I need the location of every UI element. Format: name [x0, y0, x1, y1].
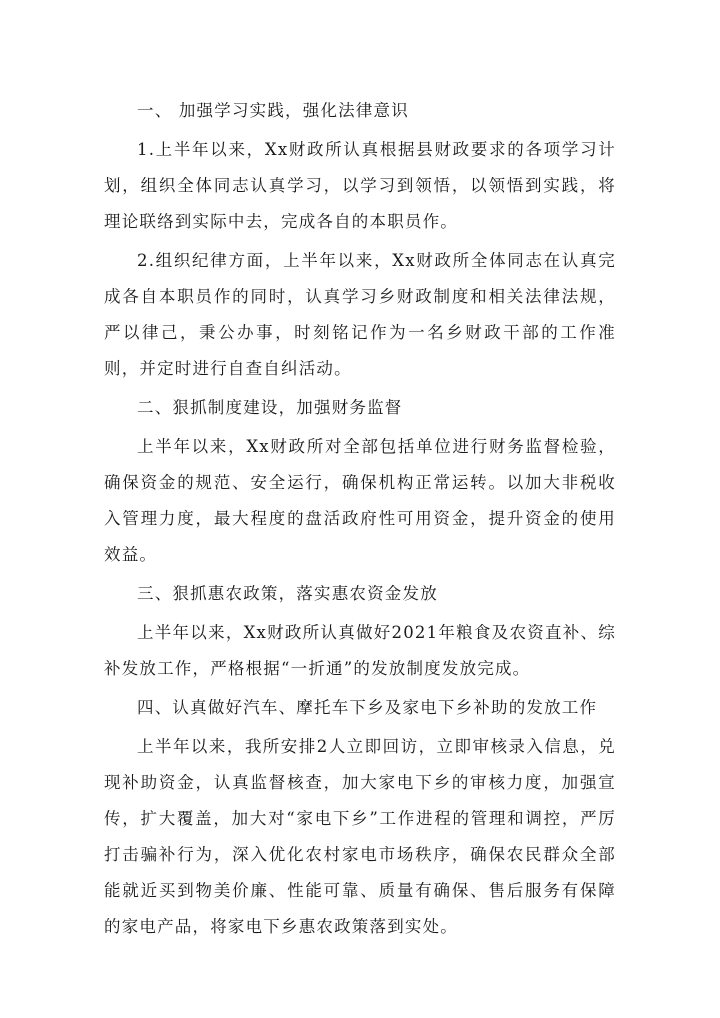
section-heading-2: 二、狠抓制度建设，加强财务监督 — [137, 398, 403, 417]
paragraph-1-2: 2.组织纪律方面，上半年以来，Xx财政所全体同志在认真完成各自本职员作的同时，认真学习乡财政制度和相关法律法规，严以律己，秉公办事，时刻铭记作为一名乡财政干部的工作准则，并定时进行自查自纠活动。 — [104, 251, 616, 378]
document-body — [104, 93, 616, 945]
paragraph-1-1: 1.上半年以来，Xx财政所认真根据县财政要求的各项学习计划，组织全体同志认真学习，以学习到领悟，以领悟到实践，将理论联络到实际中去，完成各自的本职员作。 — [104, 140, 616, 231]
section-heading-4: 四、认真做好汽车、摩托车下乡及家电下乡补助的发放工作 — [137, 698, 598, 717]
paragraph-3-1: 上半年以来，Xx财政所认真做好2021年粮食及农资直补、综补发放工作，严格根据“一折通”的发放制度发放完成。 — [104, 623, 616, 678]
paragraph-4-1: 上半年以来，我所安排2人立即回访，立即审核录入信息，兑现补助资金，认真监督核查，加大家电下乡的审核力度，加强宣传，扩大覆盖，加大对“家电下乡”工作进程的管理和调控，严厉打击骗补行为，深入优化农村家电市场秩序，确保农民群众全部能就近买到物美价廉、性能可靠、质量有确保、售后服务有保障的家电产品，将家电下乡惠农政策落到实处。 — [104, 737, 616, 936]
section-heading-3: 三、狠抓惠农政策，落实惠农资金发放 — [137, 584, 438, 603]
section-heading-1: 一、 加强学习实践，强化法律意识 — [137, 101, 409, 120]
paragraph-2-1: 上半年以来，Xx财政所对全部包括单位进行财务监督检验，确保资金的规范、安全运行，确保机构正常运转。以加大非税收入管理力度，最大程度的盘活政府性可用资金，提升资金的使用效益。 — [104, 437, 616, 564]
